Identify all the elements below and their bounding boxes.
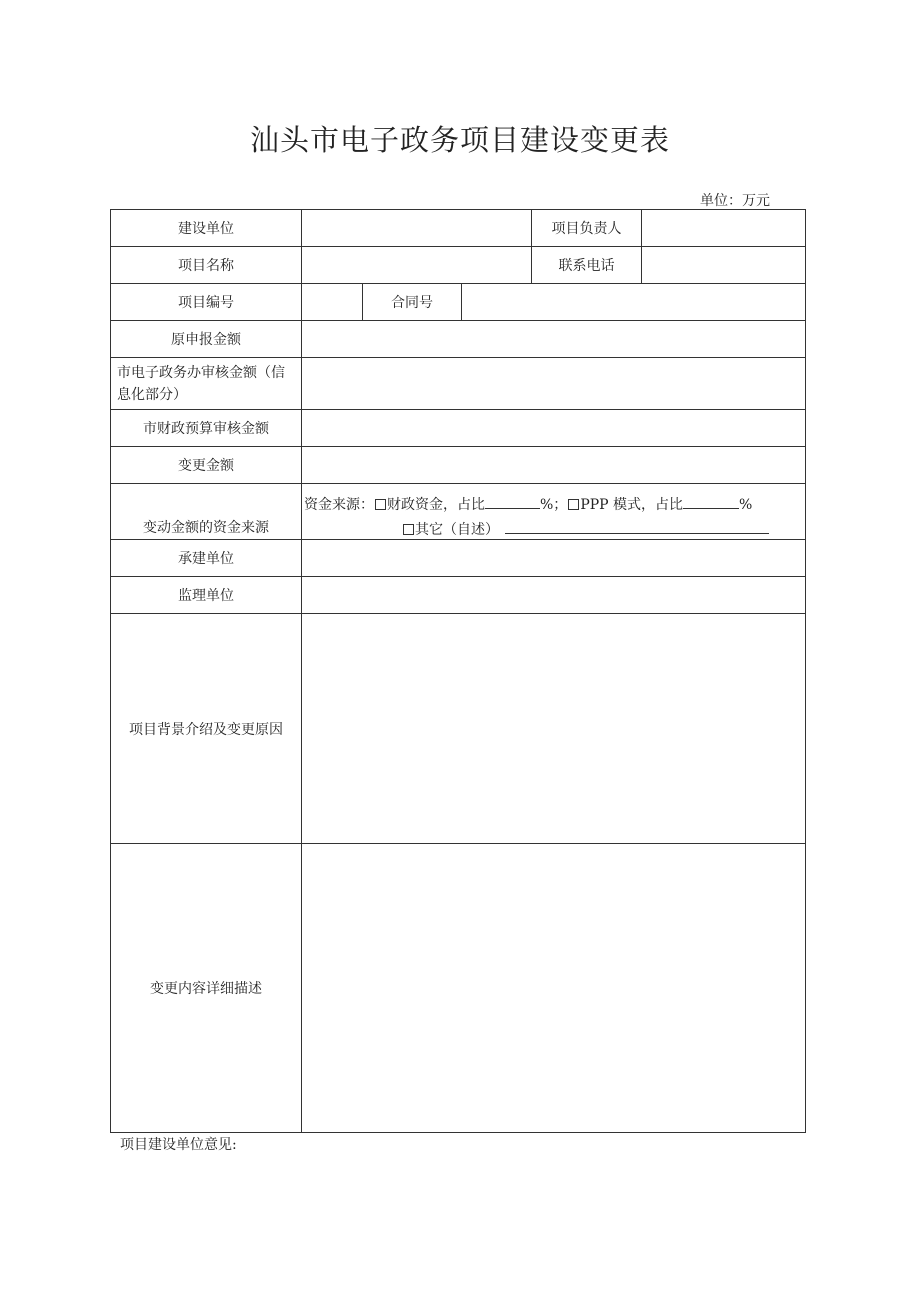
label-construction-unit: 建设单位 (178, 221, 234, 237)
field-finance-budget-amount[interactable] (301, 410, 805, 446)
field-original-amount[interactable] (301, 321, 805, 357)
fiscal-label: 财政资金，占比 (387, 497, 485, 513)
label-contractor: 承建单位 (178, 551, 234, 567)
label-background: 项目背景介绍及变更原因 (129, 721, 283, 738)
label-change-details: 变更内容详细描述 (150, 981, 262, 997)
unit-opinion-label: 项目建设单位意见: (120, 1137, 237, 1153)
label-supervisor: 监理单位 (178, 588, 234, 604)
label-change-amount: 变更金额 (178, 458, 234, 474)
label-original-amount: 原申报金额 (171, 332, 241, 348)
field-construction-unit[interactable] (301, 210, 531, 246)
change-form-table (110, 209, 806, 1133)
label-funding-source: 变动金额的资金来源 (143, 520, 269, 536)
row-change-amount (111, 447, 805, 484)
other-label: 其它（自述） (415, 522, 499, 538)
row-contractor (111, 540, 805, 577)
ppp-label: PPP 模式，占比 (580, 497, 684, 513)
label-project-name: 项目名称 (178, 258, 234, 274)
other-description-blank[interactable] (505, 518, 769, 534)
page-title: 汕头市电子政务项目建设变更表 (249, 123, 670, 157)
field-change-amount[interactable] (301, 447, 805, 483)
row-original-amount (111, 321, 805, 358)
field-project-leader[interactable] (641, 210, 805, 246)
field-contact-phone[interactable] (641, 247, 805, 283)
field-change-details[interactable] (301, 844, 805, 1132)
field-project-name[interactable] (301, 247, 531, 283)
ppp-checkbox-icon[interactable] (568, 499, 579, 510)
field-project-number[interactable] (301, 284, 362, 320)
field-contract-number[interactable] (461, 284, 805, 320)
label-contract-number: 合同号 (362, 284, 461, 320)
funding-prefix: 资金来源： (304, 497, 374, 513)
row-project-number (111, 284, 805, 321)
row-project-name (111, 247, 805, 284)
ppp-percent: % (739, 497, 753, 513)
row-construction-unit (111, 210, 805, 247)
fiscal-percent: %； (540, 497, 568, 513)
label-project-number: 项目编号 (178, 295, 234, 311)
label-finance-budget-amount: 市财政预算审核金额 (143, 421, 269, 437)
fiscal-ratio-blank[interactable] (485, 493, 540, 509)
funding-line-1 (304, 493, 752, 518)
field-background[interactable] (301, 614, 805, 843)
label-contact-phone: 联系电话 (531, 247, 641, 283)
row-change-details (111, 844, 805, 1132)
ppp-ratio-blank[interactable] (683, 493, 739, 509)
row-supervisor (111, 577, 805, 614)
other-checkbox-icon[interactable] (403, 524, 414, 535)
unit-note: 单位：万元 (700, 193, 770, 209)
label-project-leader: 项目负责人 (531, 210, 641, 246)
row-finance-budget-amount (111, 410, 805, 447)
row-funding-source (111, 484, 805, 540)
row-egov-audit-amount (111, 358, 805, 410)
field-egov-audit-amount[interactable] (301, 358, 805, 409)
field-funding-source (301, 484, 805, 539)
field-supervisor[interactable] (301, 577, 805, 613)
field-contractor[interactable] (301, 540, 805, 576)
fiscal-checkbox-icon[interactable] (375, 499, 386, 510)
row-background (111, 614, 805, 844)
label-egov-audit-amount: 市电子政务办审核金额（信息化部分） (117, 364, 285, 403)
